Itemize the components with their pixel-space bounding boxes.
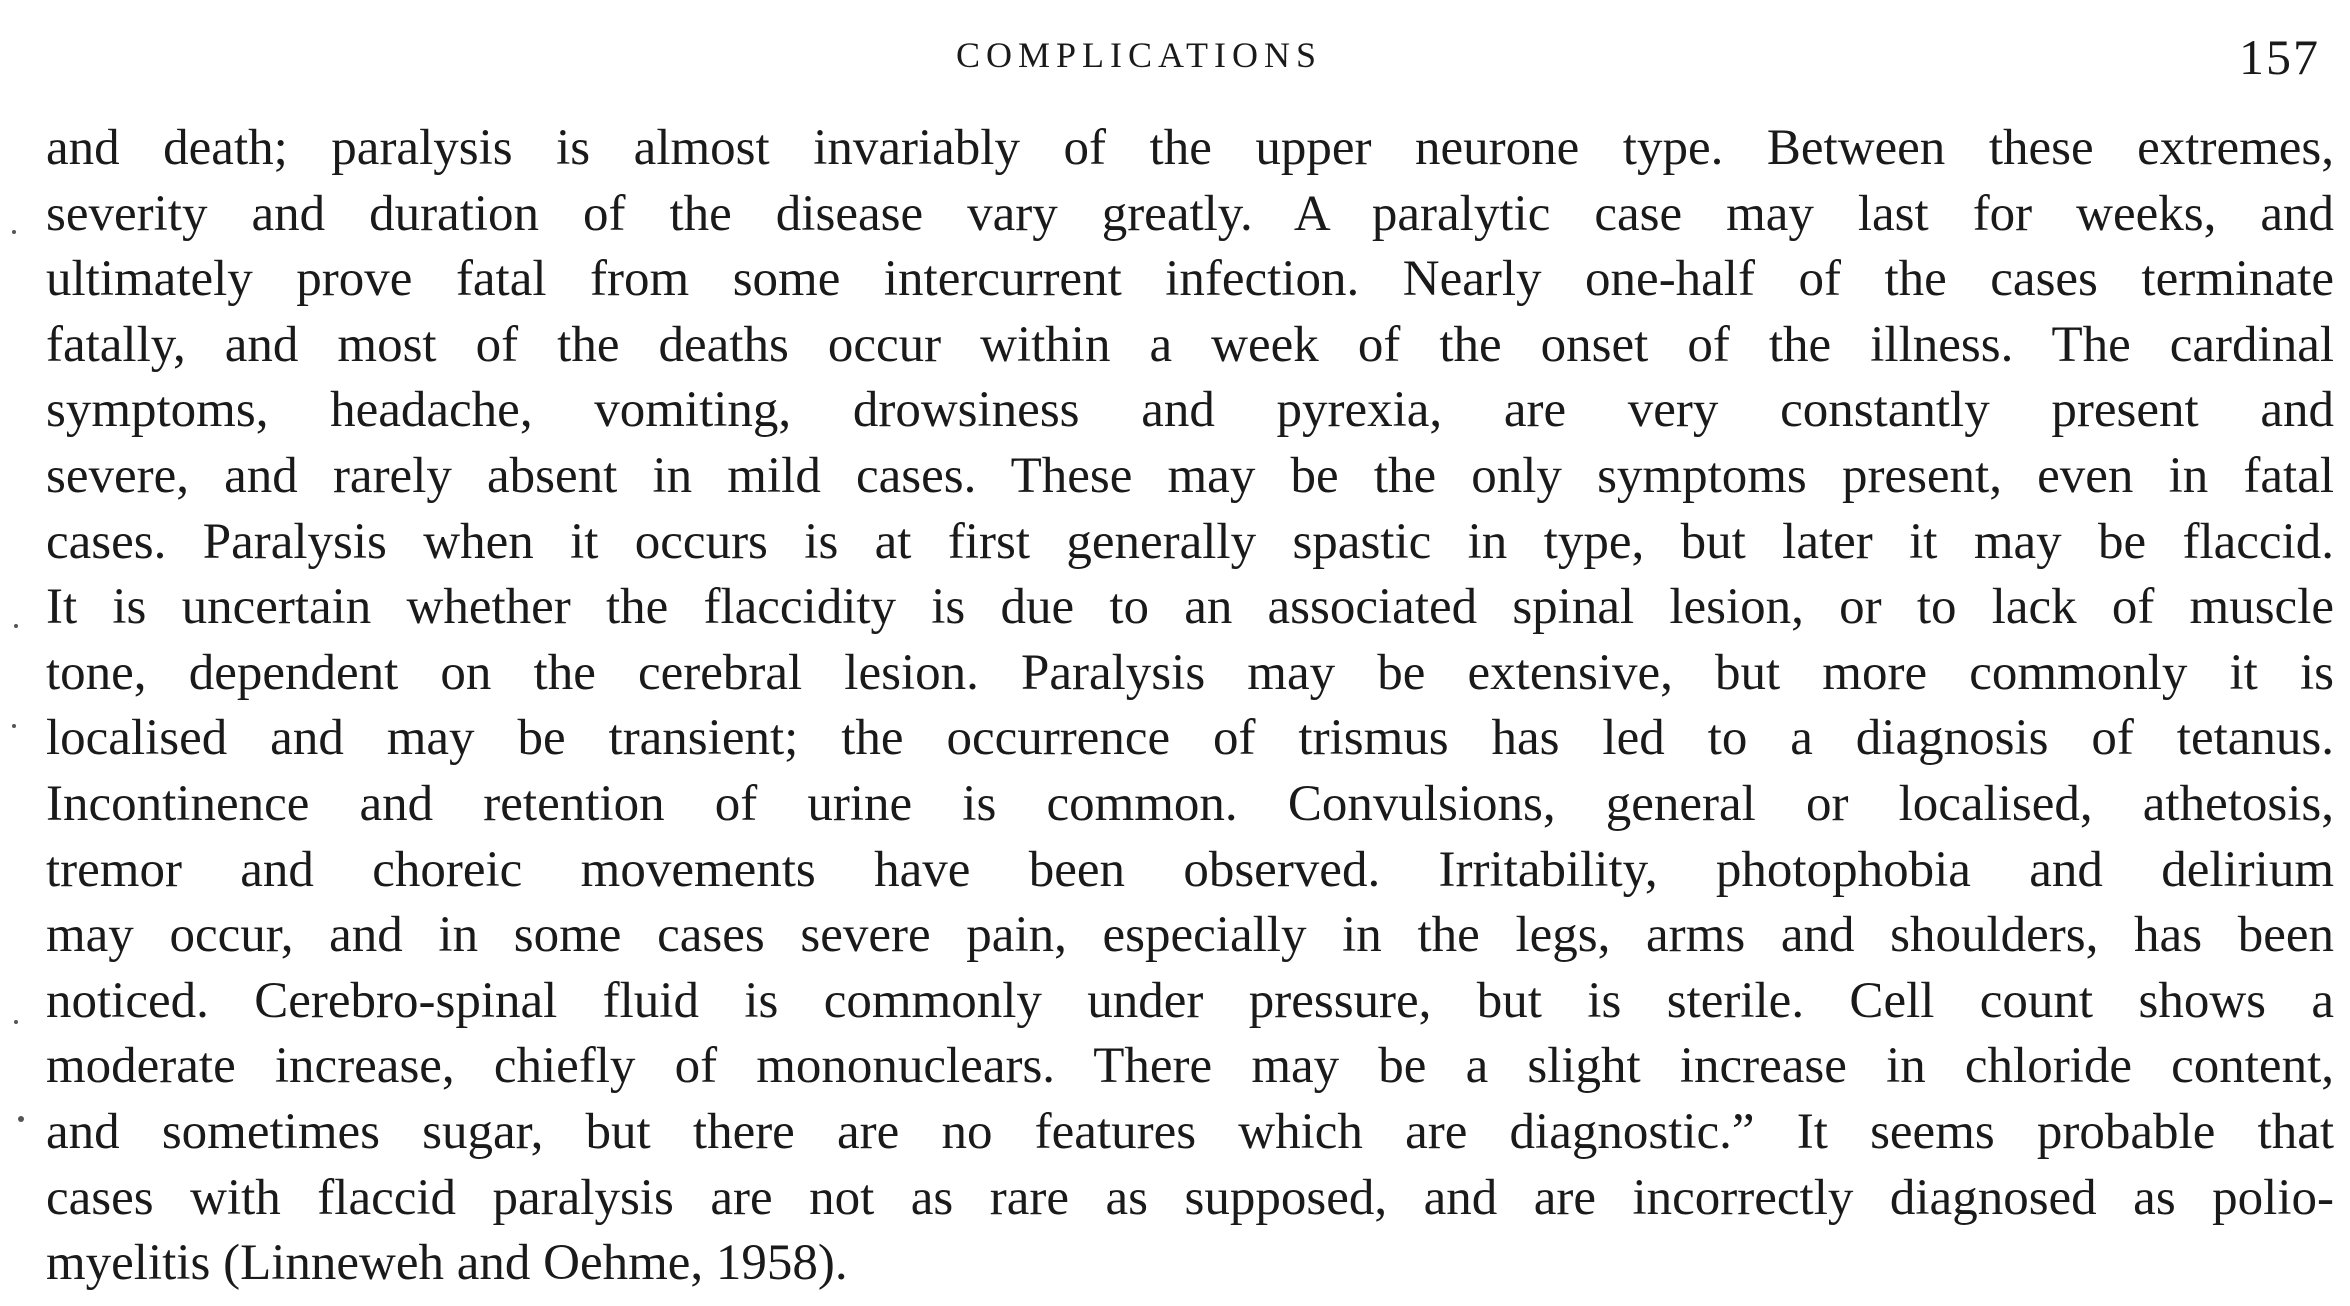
text-line: and sometimes sugar, but there are no features which are diagnostic.” It seems probable that xyxy=(46,1103,2334,1160)
text-line: moderate increase, chiefly of mononuclears. There may be a slight increase in chloride content, xyxy=(46,1038,2334,1095)
text-line: cases with flaccid paralysis are not as rare as supposed, and are incorrectly diagnosed as polio- xyxy=(46,1169,2334,1226)
text-line: fatally, and most of the deaths occur within a week of the onset of the illness. The cardinal xyxy=(46,316,2334,373)
text-line: cases. Paralysis when it occurs is at first generally spastic in type, but later it may be flaccid. xyxy=(46,513,2334,570)
chapter-title: COMPLICATIONS xyxy=(956,35,1323,75)
text-line: noticed. Cerebro-spinal fluid is commonly under pressure, but is sterile. Cell count shows a xyxy=(46,972,2334,1029)
margin-speck xyxy=(14,624,18,628)
margin-speck xyxy=(12,230,16,234)
running-head xyxy=(0,28,2350,88)
margin-speck xyxy=(12,724,16,728)
text-line: symptoms, headache, vomiting, drowsiness and pyrexia, are very constantly present and xyxy=(46,382,2334,439)
text-line: localised and may be transient; the occurrence of trismus has led to a diagnosis of tetanus. xyxy=(46,710,2334,767)
text-line: and death; paralysis is almost invariably of the upper neurone type. Between these extremes, xyxy=(46,120,2334,176)
text-line: severe, and rarely absent in mild cases. These may be the only symptoms present, even in fatal xyxy=(46,447,2334,504)
page-number: 157 xyxy=(2239,29,2320,85)
text-line: may occur, and in some cases severe pain, especially in the legs, arms and shoulders, has been xyxy=(46,907,2334,964)
text-line: tone, dependent on the cerebral lesion. Paralysis may be extensive, but more commonly it is xyxy=(46,644,2334,701)
text-line: myelitis (Linneweh and Oehme, 1958). xyxy=(46,1235,848,1292)
text-line: severity and duration of the disease vary greatly. A paralytic case may last for weeks, and xyxy=(46,185,2334,242)
text-line: Incontinence and retention of urine is common. Convulsions, general or localised, athetosis, xyxy=(46,775,2334,832)
margin-speck xyxy=(14,1020,18,1024)
margin-speck xyxy=(18,1116,24,1122)
text-line: It is uncertain whether the flaccidity is due to an associated spinal lesion, or to lack of muscle xyxy=(46,579,2334,636)
text-line: ultimately prove fatal from some intercurrent infection. Nearly one-half of the cases terminate xyxy=(46,251,2334,308)
text-line: tremor and choreic movements have been observed. Irritability, photophobia and delirium xyxy=(46,841,2334,898)
body-text xyxy=(46,116,2334,1297)
